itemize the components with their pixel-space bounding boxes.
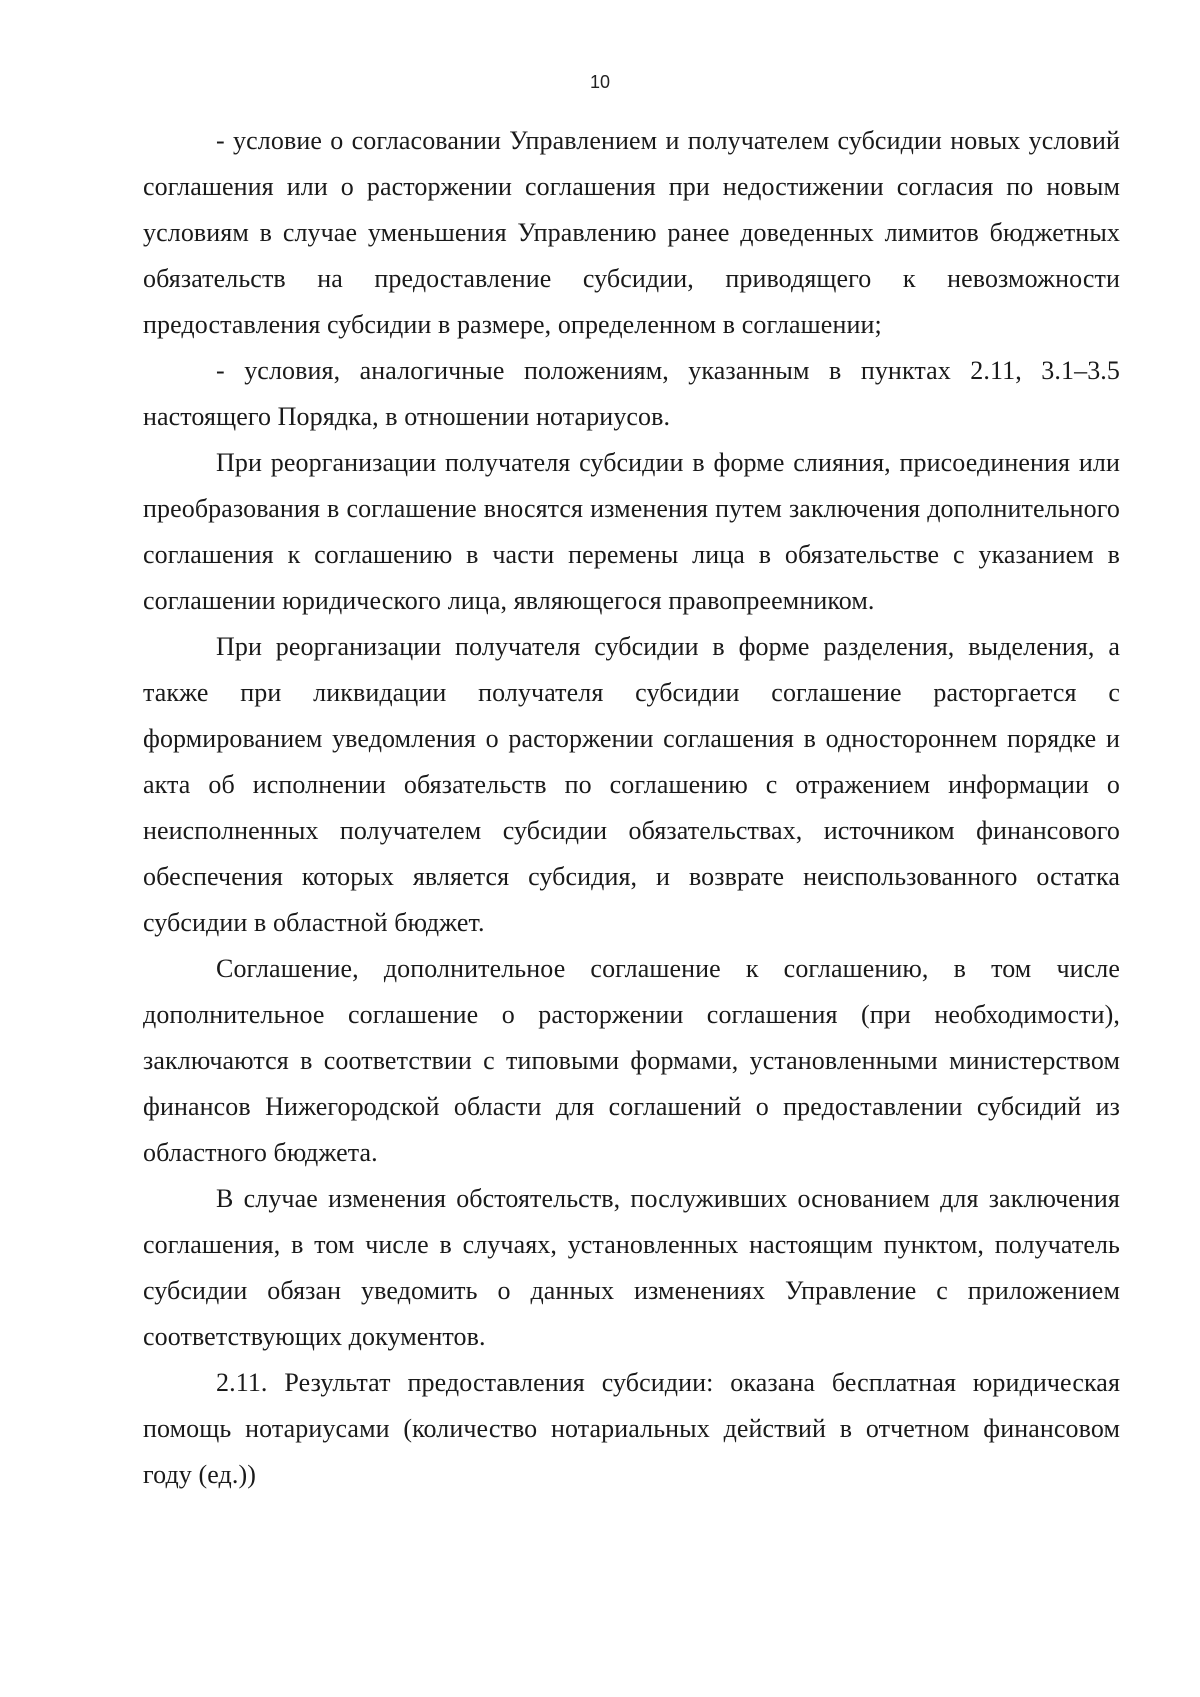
paragraph-conditions-notaries: - условия, аналогичные положениям, указанным в пунктах 2.11, 3.1–3.5 настоящего Порядка, в отношении нотариусов.: [143, 356, 1120, 431]
paragraph-2-11-result: 2.11. Результат предоставления субсидии: оказана бесплатная юридическая помощь нотариусами (количество нотариальных действий в отчетном финансовом году (ед.)): [143, 1368, 1120, 1489]
paragraph-reorganization-merger: При реорганизации получателя субсидии в форме слияния, присоединения или преобразования в соглашение вносятся изменения путем заключения дополнительного соглашения к соглашению в части перемены лица в обязательстве с указанием в соглашении юридического лица, являющегося правопреемником.: [143, 448, 1120, 615]
page-number: 10: [589, 72, 611, 92]
paragraph-reorganization-division: При реорганизации получателя субсидии в форме разделения, выделения, а также при ликвидации получателя субсидии соглашение расторгается с формированием уведомления о расторжении соглашения в одностороннем порядке и акта об исполнении обязательств по соглашению с отражением информации о неисполненных получателем субсидии обязательствах, источником финансового обеспечения которых является субсидия, и возврате неиспользованного остатка субсидии в областной бюджет.: [143, 632, 1120, 937]
paragraph-agreement-forms: Соглашение, дополнительное соглашение к соглашению, в том числе дополнительное соглашение о расторжении соглашения (при необходимости), заключаются в соответствии с типовыми формами, установленными министерством финансов Нижегородской области для соглашений о предоставлении субсидий из областного бюджета.: [143, 954, 1120, 1167]
paragraph-change-circumstances: В случае изменения обстоятельств, послуживших основанием для заключения соглашения, в том числе в случаях, установленных настоящим пунктом, получатель субсидии обязан уведомить о данных изменениях Управление с приложением соответствующих документов.: [143, 1184, 1120, 1351]
document-body: [143, 118, 1120, 1498]
paragraph-condition-agreement: - условие о согласовании Управлением и получателем субсидии новых условий соглашения или о расторжении соглашения при недостижении согласия по новым условиям в случае уменьшения Управлению ранее доведенных лимитов бюджетных обязательств на предоставление субсидии, приводящего к невозможности предоставления субсидии в размере, определенном в соглашении;: [143, 126, 1120, 339]
